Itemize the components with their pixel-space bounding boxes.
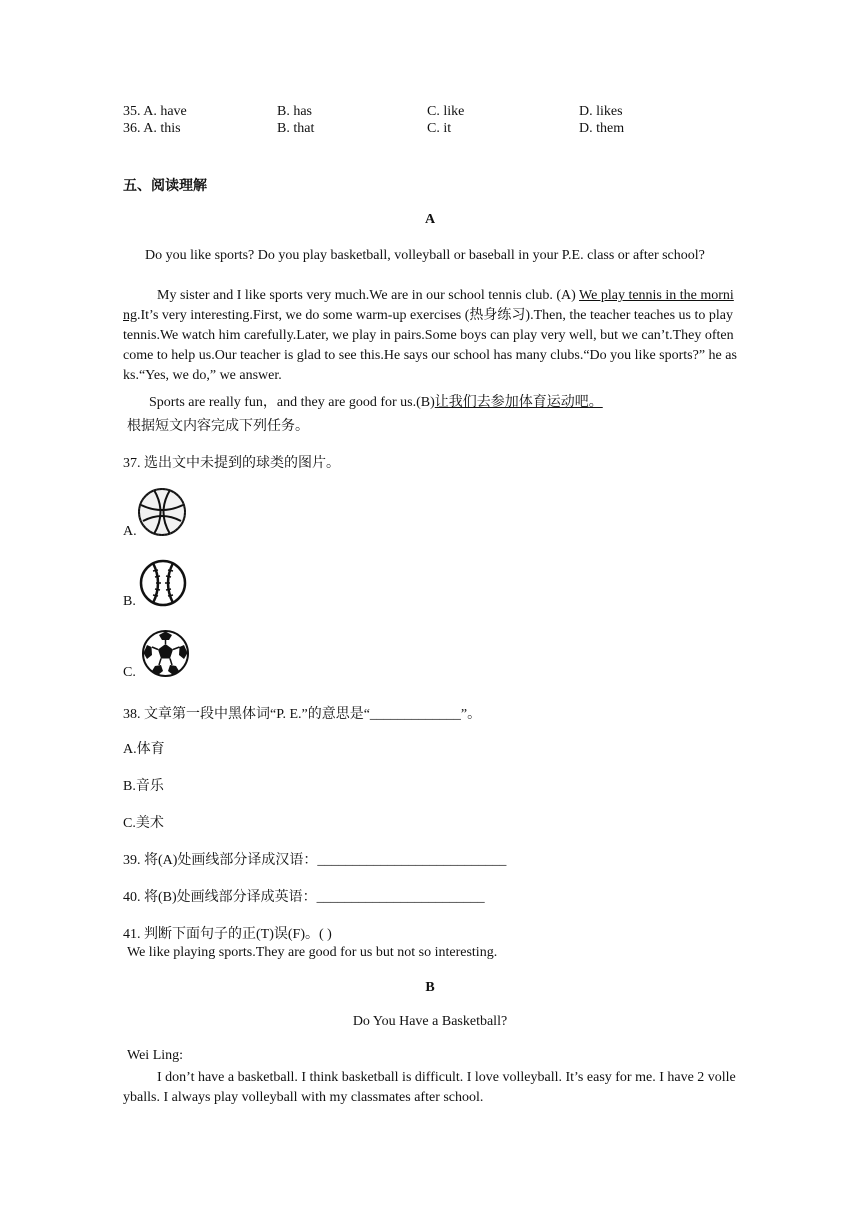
soccer-ball-icon xyxy=(141,629,190,678)
option-36-a: 36. A. this xyxy=(123,121,181,136)
instruction: 根据短文内容完成下列任务。 xyxy=(127,419,309,434)
passage-b-label: B xyxy=(425,980,435,995)
p3-start: Sports are really fun，and they are good for us.(B) xyxy=(149,395,435,410)
q37-option-a-label: A. xyxy=(123,524,137,539)
question-38: 38. 文章第一段中黑体词“P. E.”的意思是“_____________”。 xyxy=(123,707,482,722)
underlined-sentence-b: 让我们去参加体育运动吧。 xyxy=(434,395,603,410)
baseball-icon xyxy=(139,559,187,607)
passage-a-paragraph-1: Do you like sports? Do you play basketball, volleyball or baseball in your P.E. class or after school? xyxy=(145,248,705,263)
question-41: 41. 判断下面句子的正(T)误(F)。( ) xyxy=(123,927,332,942)
option-35-a: 35. A. have xyxy=(123,104,187,119)
option-35-d: D. likes xyxy=(579,104,623,119)
passage-b-title: Do You Have a Basketball? xyxy=(352,1014,508,1029)
passage-a-paragraph-3 xyxy=(123,393,737,413)
passage-b-name: Wei Ling: xyxy=(127,1048,184,1063)
p2-start: My sister and I like sports very much.We are in our school tennis club. (A) xyxy=(157,288,580,303)
option-36-b: B. that xyxy=(277,121,315,136)
question-41-sentence: We like playing sports.They are good for us but not so interesting. xyxy=(127,945,498,960)
q37-option-c-label: C. xyxy=(123,665,136,680)
section-title: 五、阅读理解 xyxy=(123,178,207,194)
option-36-c: C. it xyxy=(427,121,452,136)
option-35-b: B. has xyxy=(277,104,312,119)
question-40: 40. 将(B)处画线部分译成英语：________________________ xyxy=(123,890,485,905)
q38-option-c: C.美术 xyxy=(123,816,164,831)
q38-option-b: B.音乐 xyxy=(123,779,164,794)
basketball-icon xyxy=(137,487,187,537)
q37-option-b-label: B. xyxy=(123,594,136,609)
passage-a-label: A xyxy=(424,212,436,227)
q38-option-a: A.体育 xyxy=(123,742,165,757)
option-35-c: C. like xyxy=(427,104,465,119)
underlined-sentence-a: We play tennis in the morning xyxy=(123,288,734,323)
question-37: 37. 选出文中未提到的球类的图片。 xyxy=(123,456,340,471)
passage-b-body: I don’t have a basketball. I think basketball is difficult. I love volleyball. It’s easy for me. I have 2 volleyballs. I always play volleyball with my classmates after school. xyxy=(123,1070,736,1105)
question-39: 39. 将(A)处画线部分译成汉语：___________________________ xyxy=(123,853,507,868)
p2-rest: .It’s very interesting.First, we do some warm-up exercises (热身练习).Then, the teacher teaches us to play tennis.We watch him carefully.Later, we play in pairs.Some boys can play very well, but we can’t.They often come to help us.Our teacher is glad to see this.He says our school has many clubs.“Do you like sports?” he asks.“Yes, we do,” we answer. xyxy=(123,308,737,383)
option-36-d: D. them xyxy=(579,121,625,136)
passage-a-paragraph-2 xyxy=(123,286,737,386)
